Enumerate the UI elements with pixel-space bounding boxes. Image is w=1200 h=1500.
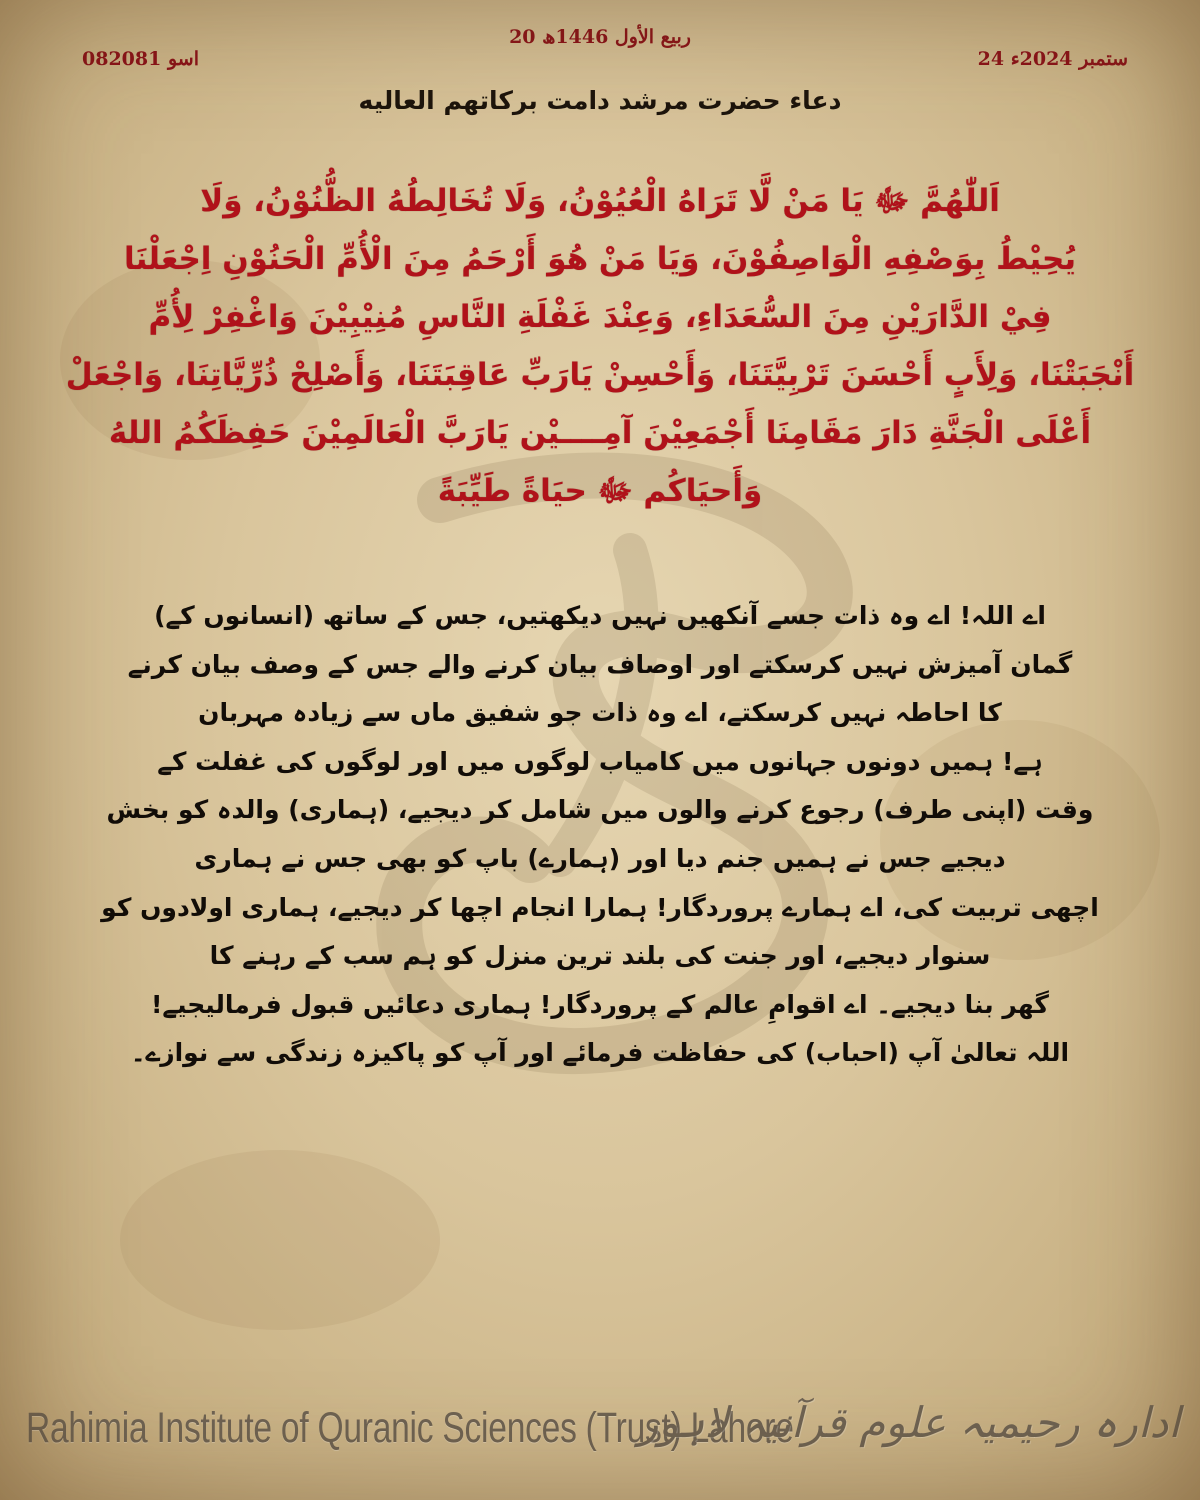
institute-name-english: Rahimia Institute of Quranic Sciences (Trust) Lahore [26, 1404, 794, 1452]
arabic-line: يُحِيْطُ بِوَصْفِهِ الْوَاصِفُوْنَ، وَيَا مَنْ هُوَ أَرْحَمُ مِنَ الْأُمِّ الْحَنُوْنِ اِجْعَلْنَا [124, 241, 1076, 277]
arabic-prayer [0, 172, 1200, 520]
urdu-line: اللہ تعالیٰ آپ (احباب) کی حفاظت فرمائے اور آپ کو پاکیزہ زندگی سے نوازے۔ [130, 1038, 1070, 1068]
urdu-line: گمان آمیزش نہیں کرسکتے اور اوصاف بیان کرنے والے جس کے وصف بیان کرنے [127, 649, 1073, 679]
parchment-stain [120, 1150, 440, 1330]
urdu-line: اے اللہ! اے وہ ذات جسے آنکھیں نہیں دیکھتیں، جس کے ساتھ (انسانوں کے) [154, 601, 1046, 630]
arabic-line: اَللّٰهُمَّ ﷻ يَا مَنْ لَّا تَرَاهُ الْعُيُوْنُ، وَلَا تُخَالِطُهُ الظُّنُوْنُ، وَلَا [200, 183, 1000, 219]
urdu-line: سنوار دیجیے، اور جنت کی بلند ترین منزل کو ہم سب کے رہنے کا [209, 941, 991, 971]
institute-logo-calligraphy: ادارہ رحیمیہ علوم قرآنیہ لاہور [638, 1398, 1180, 1447]
nepali-date: 08اسو 2081 [82, 48, 199, 70]
arabic-line: أَنْجَبَتْنَا، وَلِأَبٍ أَحْسَنَ تَرْبِيَّتَنَا، وَأَحْسِنْ يَارَبِّ عَاقِبَتَنَا، وَأَصْلِحْ ذُرِّيَّاتِنَا، وَاجْعَلْ [65, 357, 1135, 393]
urdu-line: اچھی تربیت کی، اے ہمارے پروردگار! ہمارا انجام اچھا کر دیجیے، ہماری اولادوں کو [101, 892, 1099, 922]
arabic-line: فِيْ الدَّارَيْنِ مِنَ السُّعَدَاءِ، وَعِنْدَ غَفْلَةِ النَّاسِ مُنِيْبِيْنَ وَاغْفِرْ لِأُمِّ [148, 299, 1052, 335]
urdu-line: گھر بنا دیجیے۔ اے اقوامِ عالم کے پروردگار! ہماری دعائیں قبول فرمالیجیے! [151, 989, 1049, 1019]
urdu-line: کا احاطہ نہیں کرسکتے، اے وہ ذات جو شفیق ماں سے زیادہ مہربان [198, 698, 1002, 728]
hijri-date: 20 ربیع الأول 1446ھ [509, 26, 691, 48]
urdu-translation [0, 592, 1200, 1078]
page-title: دعاء حضرت مرشد دامت برکاتھم العالیه [358, 86, 842, 115]
arabic-line: وَأَحيَاكُم ﷻ حيَاةً طَيِّبَةً [437, 473, 763, 509]
gregorian-date: 24 ستمبر 2024ء [977, 48, 1128, 70]
urdu-line: دیجیے جس نے ہمیں جنم دیا اور (ہمارے) باپ کو بھی جس نے ہماری [194, 843, 1006, 873]
urdu-line: ہے! ہمیں دونوں جہانوں میں کامیاب لوگوں میں اور لوگوں کی غفلت کے [157, 746, 1043, 776]
urdu-line: وقت (اپنی طرف) رجوع کرنے والوں میں شامل کر دیجیے، (ہماری) والدہ کو بخش [106, 795, 1094, 825]
arabic-line: أَعْلَى الْجَنَّةِ دَارَ مَقَامِنَا أَجْمَعِيْنَ آمِــــيْن يَارَبَّ الْعَالَمِيْنَ حَفِظَكُمُ اللهُ [108, 415, 1092, 451]
